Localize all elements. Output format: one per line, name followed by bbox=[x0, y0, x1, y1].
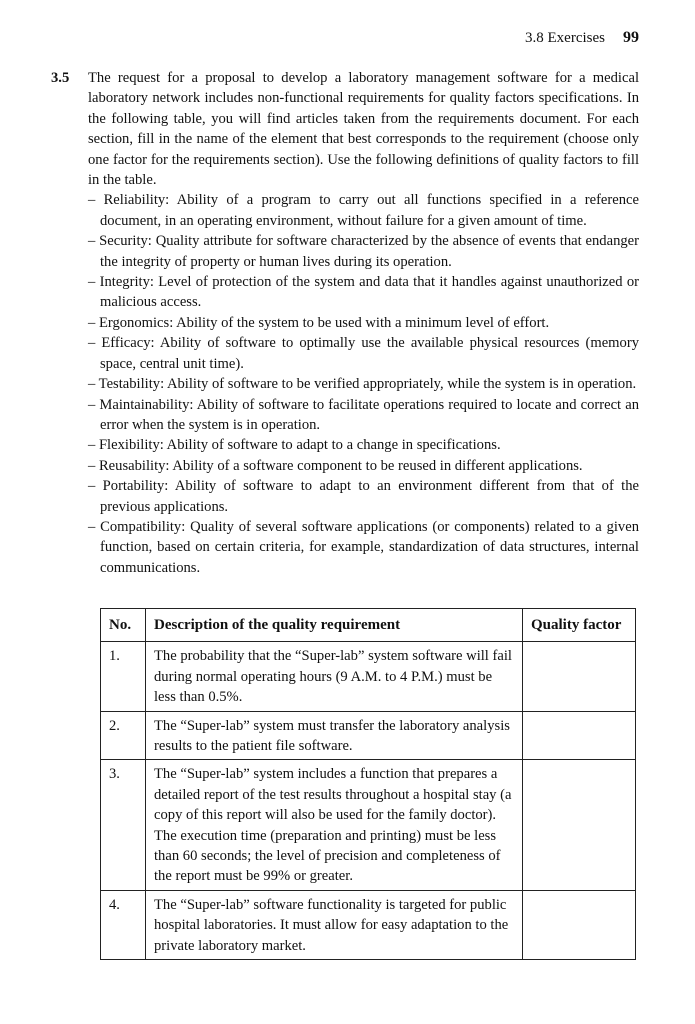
exercise-number: 3.5 bbox=[51, 70, 70, 86]
table-header-row bbox=[101, 609, 636, 642]
row-number: 3. bbox=[101, 760, 146, 890]
header-description: Description of the quality requirement bbox=[146, 609, 523, 642]
quality-factor-cell[interactable] bbox=[523, 642, 636, 711]
quality-requirements-table bbox=[100, 608, 636, 960]
definitions-list bbox=[88, 190, 639, 578]
row-number: 4. bbox=[101, 890, 146, 959]
definition-item: – Portability: Ability of software to adapt to an environment different from that of the previous applications. bbox=[88, 478, 639, 515]
row-number: 2. bbox=[101, 711, 146, 760]
definition-item: – Compatibility: Quality of several software applications (or components) related to a given function, based on certain criteria, for example, standardization of data structures, internal communications. bbox=[88, 518, 639, 576]
definition-item: – Testability: Ability of software to be verified appropriately, while the system is in operation. bbox=[88, 376, 637, 393]
row-number: 1. bbox=[101, 642, 146, 711]
definition-item: – Security: Quality attribute for software characterized by the absence of events that endanger the integrity of property or human lives during its operation. bbox=[88, 233, 639, 270]
row-description: The “Super-lab” software functionality is targeted for public hospital laboratories. It must allow for easy adaptation to the private laboratory market. bbox=[146, 890, 523, 959]
definition-item: – Maintainability: Ability of software to facilitate operations required to locate and correct an error when the system is in operation. bbox=[88, 396, 639, 433]
definition-item: – Efficacy: Ability of software to optimally use the available physical resources (memory space, central unit time). bbox=[88, 335, 639, 372]
table-row bbox=[101, 760, 636, 890]
row-description: The “Super-lab” system must transfer the laboratory analysis results to the patient file software. bbox=[146, 711, 523, 760]
quality-factor-cell[interactable] bbox=[523, 760, 636, 890]
header-quality-factor: Quality factor bbox=[523, 609, 636, 642]
running-header bbox=[525, 28, 639, 48]
table-row bbox=[101, 642, 636, 711]
definition-item: – Flexibility: Ability of software to adapt to a change in specifications. bbox=[88, 437, 501, 454]
quality-factor-cell[interactable] bbox=[523, 890, 636, 959]
table-row bbox=[101, 890, 636, 959]
quality-factor-cell[interactable] bbox=[523, 711, 636, 760]
definition-item: – Reliability: Ability of a program to carry out all functions specified in a reference document, in an operating environment, without failure for a given amount of time. bbox=[88, 192, 639, 229]
header-no: No. bbox=[101, 609, 146, 642]
definition-item: – Ergonomics: Ability of the system to be used with a minimum level of effort. bbox=[88, 314, 550, 331]
row-description: The “Super-lab” system includes a function that prepares a detailed report of the test results throughout a hospital stay (a copy of this report will also be used for the family doctor). The execution time (preparation and printing) must be less than 60 seconds; the level of precision and completeness of the report must be 99% or greater. bbox=[146, 760, 523, 890]
section-title: 3.8 Exercises bbox=[525, 30, 605, 46]
table-row bbox=[101, 711, 636, 760]
row-description: The probability that the “Super-lab” system software will fail during normal operating hours (9 A.M. to 4 P.M.) must be less than 0.5%. bbox=[146, 642, 523, 711]
exercise bbox=[51, 68, 639, 578]
definition-item: – Integrity: Level of protection of the system and data that it handles against unauthorized or malicious access. bbox=[88, 274, 639, 311]
exercise-intro: The request for a proposal to develop a laboratory management software for a medical laboratory network includes non-functional requirements for quality factors specifications. In the following table, you will find articles taken from the requirements document. For each section, fill in the name of the element that best corresponds to the requirement (choose only one factor for the requirements section). Use the following definitions of quality factors to fill in the table. bbox=[88, 70, 639, 189]
definition-item: – Reusability: Ability of a software component to be reused in different applications. bbox=[88, 457, 583, 474]
page-number: 99 bbox=[623, 29, 639, 46]
